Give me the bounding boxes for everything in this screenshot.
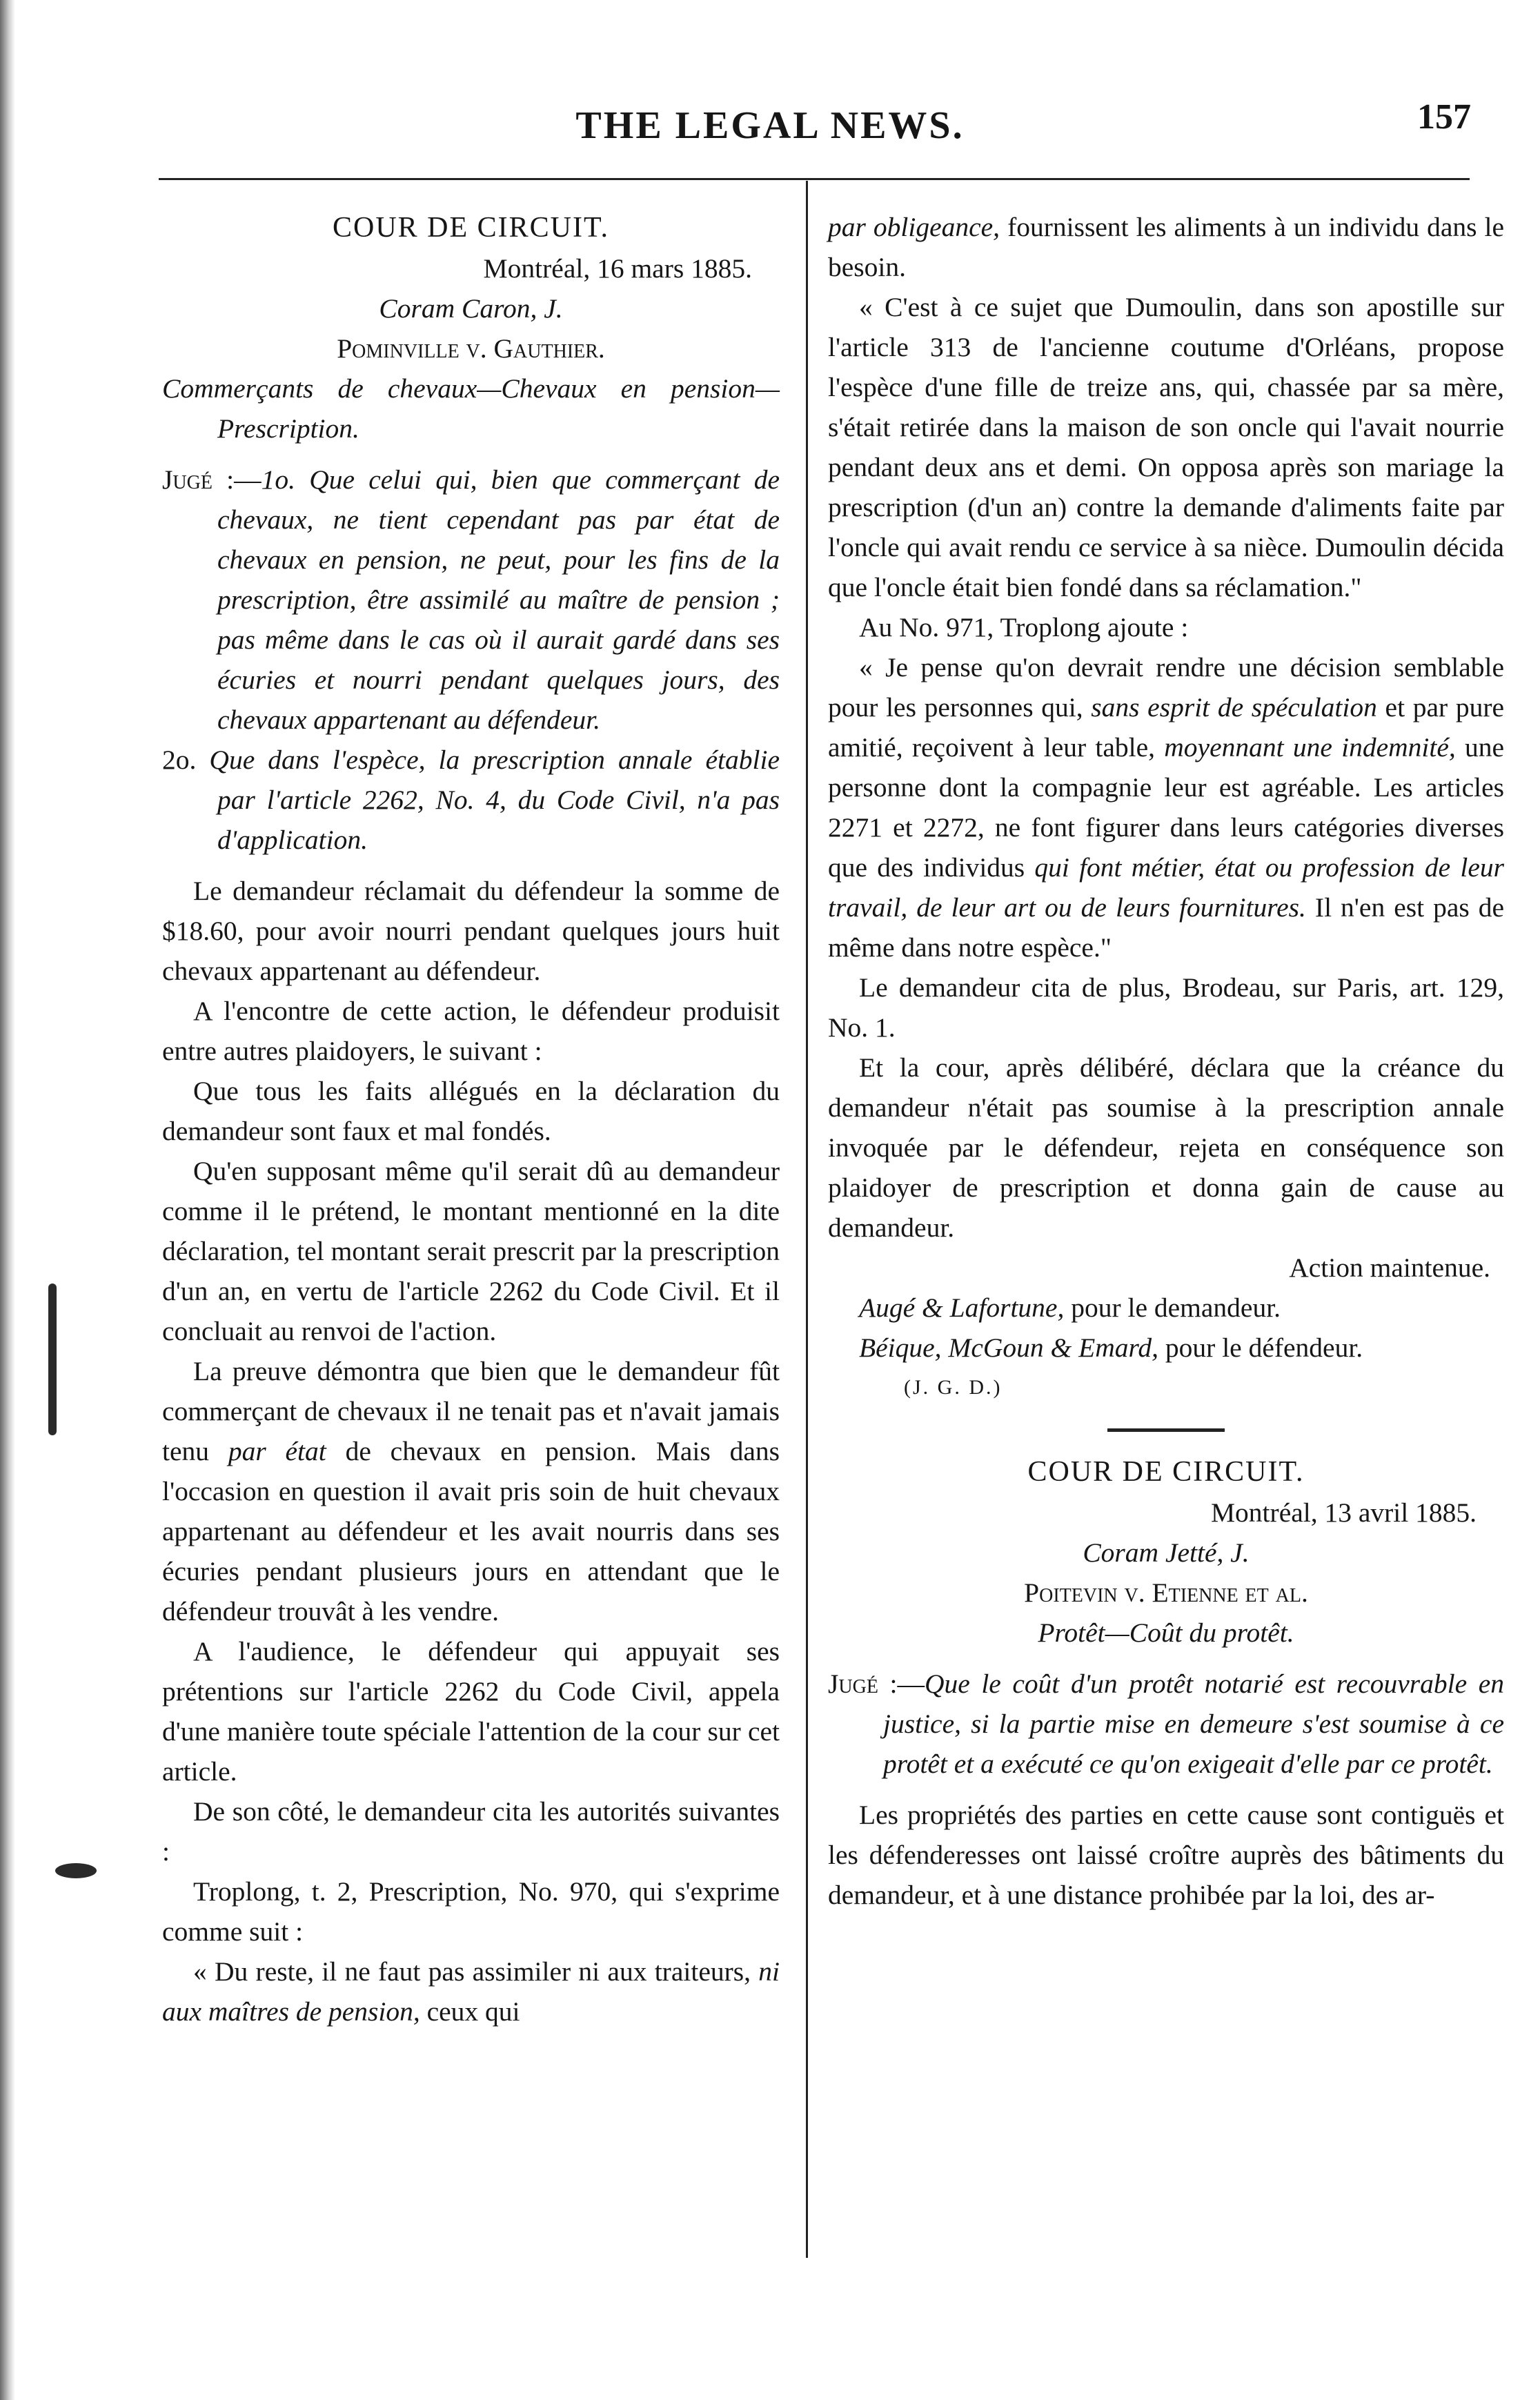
left-column (162, 207, 780, 2032)
paragraph: Le demandeur cita de plus, Brodeau, sur Paris, art. 129, No. 1. (828, 972, 1504, 1043)
paragraph: De son côté, le demandeur cita les autorités suivantes : (162, 1796, 780, 1867)
holding (828, 1664, 1504, 1784)
counsel-plaintiff (828, 1288, 1504, 1328)
dateline: Montréal, 13 avril 1885. (1210, 1497, 1477, 1528)
text-run: une personne dont la compagnie leur est agréable. Les articles 2271 et 2272, ne font figurer dans leurs catégories diverses que des individus (828, 732, 1504, 883)
court-title: COUR DE CIRCUIT. (1027, 1456, 1305, 1488)
text-run: de chevaux en pension. Mais dans l'occasion en question il avait pris soin de huit chevaux appartenant au défendeur et les avait nourris dans ses écuries pendant plusieurs jours en attendant que le défendeur trouvât à les vendre. (162, 1436, 780, 1626)
holding-2 (162, 740, 780, 860)
scan-edge (0, 0, 15, 2400)
text-run: « Du reste, il ne faut pas assimiler ni aux traiteurs, (193, 1956, 759, 1987)
paragraph: Les propriétés des parties en cette cause sont contiguës et les défenderesses ont laissé croître auprès des bâtiments du demandeur, et à une distance prohibée par la loi, des ar- (828, 1800, 1504, 1910)
coram: Coram Caron, J. (379, 293, 563, 324)
italic-run: qui font métier, état ou profession de leur travail, de leur art ou de leurs fournitures. (828, 852, 1505, 923)
section-rule (1107, 1428, 1225, 1432)
juge-label: Jugé :— (162, 464, 261, 495)
right-column (828, 207, 1504, 1915)
paragraph: A l'encontre de cette action, le défendeur produisit entre autres plaidoyers, le suivant : (162, 996, 780, 1066)
column-divider (806, 181, 808, 2258)
court-title: COUR DE CIRCUIT. (332, 212, 610, 244)
paragraph: A l'audience, le défendeur qui appuyait ses prétentions sur l'article 2262 du Code Civil, appela d'une manière toute spéciale l'attention de la cour sur cet article. (162, 1636, 780, 1787)
italic-run: ni aux maîtres de pension, (162, 1956, 780, 2027)
paragraph: Et la cour, après délibéré, déclara que la créance du demandeur n'était pas soumise à la prescription annale invoquée par le défendeur, rejeta en conséquence son plaidoyer de prescription et donna gain de cause au demandeur. (828, 1052, 1504, 1243)
holding-1 (162, 460, 780, 740)
paragraph: Qu'en supposant même qu'il serait dû au demandeur comme il le prétend, le montant mentionné en la dite déclaration, tel montant serait prescrit par la prescription d'un an, en vertu de l'article 2262 du Code Civil. Et il concluait au renvoi de l'action. (162, 1156, 780, 1346)
verdict: Action maintenue. (1289, 1252, 1490, 1283)
paragraph (162, 1951, 780, 2032)
italic-run: Augé & Lafortune, (859, 1292, 1065, 1323)
paragraph: Au No. 971, Troplong ajoute : (859, 612, 1189, 642)
holding-1-text: 1o. Que celui qui, bien que commerçant de chevaux, ne tient cependant pas par état de chevaux en pension, ne peut, pour les fins de la prescription, être assimilé au maître de pension ; pas même dans le cas où il aurait gardé dans ses écuries et nourri pendant quelques jours, des chevaux appartenant au défendeur. (217, 464, 780, 735)
holding-2-label: 2o. (162, 745, 210, 775)
text-run: « Je pense qu'on devrait rendre une décision semblable pour les personnes qui, (828, 652, 1504, 722)
ink-mark (48, 1283, 57, 1435)
header-rule (159, 178, 1470, 180)
text-run: pour le demandeur. (1064, 1292, 1281, 1323)
parties: Pominville v. Gauthier. (337, 333, 605, 364)
text-run: fournissent les aliments à un individu dans le besoin. (828, 212, 1505, 282)
holding-2-text: Que dans l'espèce, la prescription annale établie par l'article 2262, No. 4, du Code Civil, n'a pas d'application. (209, 745, 780, 855)
dateline: Montréal, 16 mars 1885. (483, 253, 752, 284)
text-run: La preuve démontra que bien que le demandeur fût commerçant de chevaux il ne tenait pas et n'avait jamais tenu (162, 1356, 780, 1466)
juge-label: Jugé :— (828, 1669, 925, 1699)
italic-run: moyennant une indemnité, (1164, 732, 1456, 763)
italic-run: Béique, McGoun & Emard, (859, 1332, 1159, 1363)
text-run: pour le défendeur. (1158, 1332, 1363, 1363)
text-run: ceux qui (419, 1996, 520, 2027)
text-run: et par pure amitié, reçoivent à leur table, (828, 692, 1504, 763)
italic-run: sans esprit de spéculation (1091, 692, 1377, 722)
italic-run: par état (228, 1436, 326, 1466)
paragraph (828, 647, 1504, 967)
ink-mark (55, 1863, 97, 1878)
paragraph: Que tous les faits allégués en la déclaration du demandeur sont faux et mal fondés. (162, 1076, 780, 1146)
paragraph: « C'est à ce sujet que Dumoulin, dans son apostille sur l'article 313 de l'ancienne coutume d'Orléans, propose l'espèce d'une fille de treize ans, qui, chassée par sa mère, s'était retirée dans la maison de son oncle qui l'avait nourrie pendant deux ans et demi. On opposa après son mariage la prescription (d'un an) contre la demande d'aliments faite par l'oncle qui avait rendu ce service à sa nièce. Dumoulin décida que l'oncle était bien fondé dans sa réclamation." (828, 292, 1504, 602)
paragraph: Troplong, t. 2, Prescription, No. 970, qui s'exprime comme suit : (162, 1876, 780, 1947)
paragraph (828, 207, 1504, 287)
paragraph (162, 1351, 780, 1631)
text-run: Il n'en est pas de même dans notre espèce." (828, 892, 1504, 963)
italic-run: par obligeance, (828, 212, 1000, 242)
subject-heading: Protêt—Coût du protêt. (1038, 1617, 1294, 1648)
holding-text: Que le coût d'un protêt notarié est recouvrable en justice, si la partie mise en demeure s'est soumise à ce protêt et a exécuté ce qu'on exigeait d'elle par ce protêt. (883, 1669, 1504, 1779)
page-number: 157 (1417, 97, 1471, 137)
subject-heading: Commerçants de chevaux—Chevaux en pension—Prescription. (162, 373, 780, 444)
reporter-initials: (J. G. D.) (904, 1376, 1003, 1399)
running-head: THE LEGAL NEWS. (575, 104, 965, 147)
parties: Poitevin v. Etienne et al. (1024, 1577, 1308, 1608)
coram: Coram Jetté, J. (1083, 1537, 1250, 1568)
paragraph: Le demandeur réclamait du défendeur la somme de $18.60, pour avoir nourri pendant quelques jours huit chevaux appartenant au défendeur. (162, 876, 780, 986)
counsel-defendant (828, 1328, 1504, 1368)
